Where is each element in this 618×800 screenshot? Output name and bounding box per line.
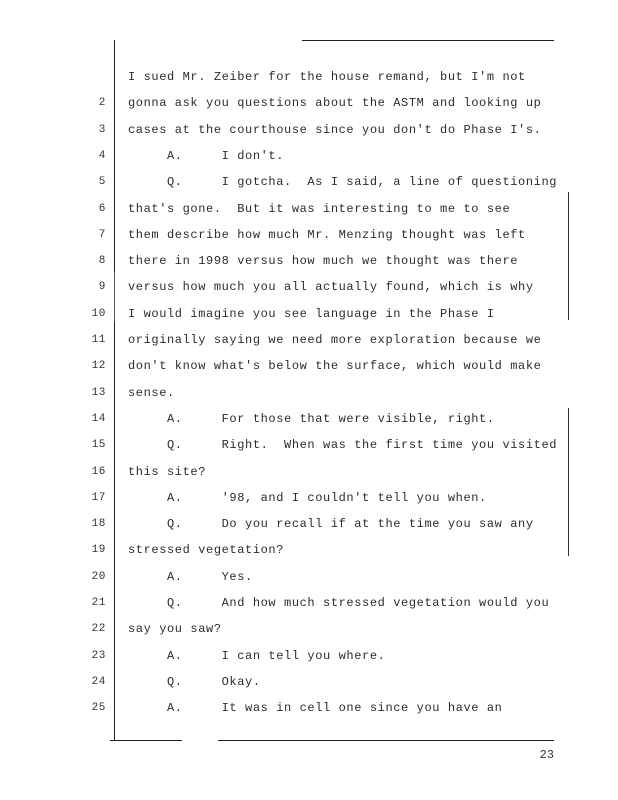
transcript-line [0, 485, 618, 511]
line-text: Q. Do you recall if at the time you saw any [128, 517, 534, 532]
line-number: 15 [91, 439, 106, 452]
line-number: 19 [91, 544, 106, 557]
line-text: this site? [128, 464, 207, 479]
transcript-line [0, 222, 618, 248]
transcript-line [0, 301, 618, 327]
line-text: I sued Mr. Zeiber for the house remand, but I'm not [128, 70, 526, 84]
line-number: 21 [91, 597, 106, 609]
line-text: A. I don't. [128, 148, 285, 163]
transcript-line [0, 537, 618, 563]
line-number: 25 [91, 702, 106, 715]
line-number: 9 [98, 281, 106, 294]
line-text: gonna ask you questions about the ASTM and looking up [128, 96, 542, 111]
line-text: them describe how much Mr. Menzing thought was left [128, 227, 526, 242]
line-text: Q. And how much stressed vegetation would you [128, 596, 550, 610]
line-number: 18 [91, 518, 106, 531]
transcript-line [0, 669, 618, 695]
transcript-line [0, 380, 618, 406]
transcript-line [0, 248, 618, 274]
line-number: 17 [91, 491, 106, 504]
transcript-line [0, 511, 618, 537]
transcript-line [0, 196, 618, 222]
line-number: 4 [98, 149, 106, 162]
line-text: Q. Right. When was the first time you visited [128, 438, 558, 453]
line-text: versus how much you all actually found, which is why [128, 280, 534, 295]
line-number: 10 [91, 307, 106, 320]
line-text: A. For those that were visible, right. [128, 411, 495, 426]
line-text: A. '98, and I couldn't tell you when. [128, 490, 487, 505]
transcript-line [0, 64, 618, 90]
line-number: 13 [91, 386, 106, 399]
line-text: A. I can tell you where. [128, 648, 386, 663]
line-number: 2 [98, 97, 106, 110]
line-text: there in 1998 versus how much we thought was there [128, 254, 519, 269]
line-number: 7 [98, 228, 106, 241]
line-text: stressed vegetation? [128, 543, 285, 558]
line-text: say you saw? [128, 622, 222, 637]
line-number: 23 [91, 649, 106, 662]
transcript-line [0, 143, 618, 169]
line-text: I would imagine you see language in the Phase I [128, 306, 495, 321]
line-number: 12 [91, 360, 106, 373]
transcript-line [0, 643, 618, 669]
header-rule [302, 40, 554, 41]
transcript-line [0, 406, 618, 432]
footer-rule-left [110, 740, 182, 741]
line-number: 11 [91, 334, 106, 346]
page-number: 23 [539, 748, 554, 762]
line-number: 14 [91, 412, 106, 425]
line-number: 24 [91, 675, 106, 688]
line-text: that's gone. But it was interesting to me to see [128, 201, 511, 216]
transcript-line [0, 564, 618, 590]
line-text: A. Yes. [128, 569, 253, 584]
transcript-line [0, 432, 618, 458]
transcript-line [0, 616, 618, 642]
transcript-line [0, 590, 618, 616]
transcript-line [0, 327, 618, 353]
line-number: 6 [98, 202, 106, 215]
line-text: don't know what's below the surface, which would make [128, 359, 542, 374]
line-number: 22 [91, 623, 106, 636]
line-number: 8 [98, 255, 106, 268]
transcript-line [0, 90, 618, 116]
line-number: 20 [91, 570, 106, 583]
transcript-line [0, 353, 618, 379]
transcript-line [0, 459, 618, 485]
line-text: Q. I gotcha. As I said, a line of questioning [128, 175, 558, 190]
line-text: cases at the courthouse since you don't do Phase I's. [128, 122, 542, 137]
line-text: originally saying we need more exploration because we [128, 333, 542, 347]
transcript-line [0, 274, 618, 300]
line-number: 3 [98, 123, 106, 136]
line-text: sense. [128, 385, 175, 400]
line-number: 5 [98, 176, 106, 189]
line-text: A. It was in cell one since you have an [128, 701, 503, 716]
transcript-line [0, 169, 618, 195]
transcript-line [0, 117, 618, 143]
footer-rule-right [218, 740, 554, 741]
line-number: 16 [91, 465, 106, 478]
line-text: Q. Okay. [128, 674, 261, 689]
transcript-line [0, 695, 618, 721]
